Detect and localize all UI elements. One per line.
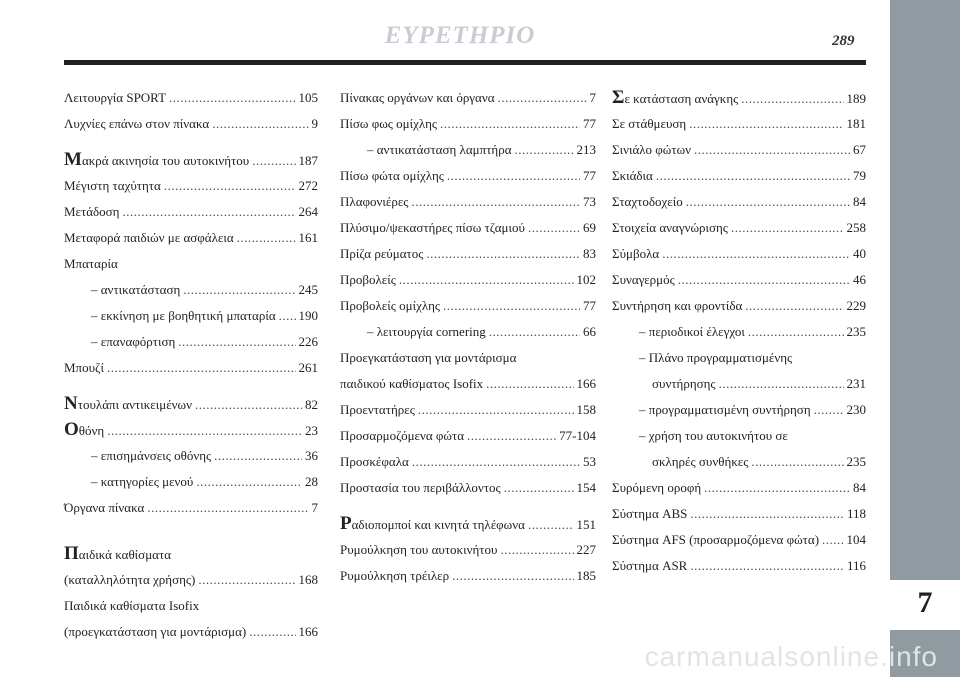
index-entry: Ρυμούλκηση του αυτοκινήτου ..... 227: [340, 540, 596, 560]
index-entry: Οθόνη ..... 23: [64, 420, 318, 440]
index-subentry: – επαναφόρτιση ..... 226: [64, 332, 318, 352]
index-subentry: – επισημάνσεις οθόνης ..... 36: [64, 446, 318, 466]
index-entry: Πρίζα ρεύματος ..... 83: [340, 244, 596, 264]
index-entry: Συναγερμός ..... 46: [612, 270, 866, 290]
index-entry: Μπαταρία: [64, 256, 118, 271]
index-entry: Όργανα πίνακα ..... 7: [64, 498, 318, 518]
index-entry: Πλύσιμο/ψεκαστήρες πίσω τζαμιού ..... 69: [340, 218, 596, 238]
index-subentry: – Πλάνο προγραμματισμένης: [639, 350, 793, 365]
index-entry: Πίσω φώτα ομίχλης ..... 77: [340, 166, 596, 186]
index-entry: Προσαρμοζόμενα φώτα ..... 77-104: [340, 426, 596, 446]
index-entry: Μακρά ακινησία του αυτοκινήτου ..... 187: [64, 150, 318, 170]
index-entry: Σύστημα ASR ..... 116: [612, 556, 866, 576]
index-entry: Προεγκατάσταση για μοντάρισμα: [340, 350, 517, 365]
index-entry: Συντήρηση και φροντίδα ..... 229: [612, 296, 866, 316]
chapter-box: [890, 580, 960, 630]
index-entry: Σε στάθμευση ..... 181: [612, 114, 866, 134]
index-entry: Προεντατήρες ..... 158: [340, 400, 596, 420]
index-entry: Σύμβολα ..... 40: [612, 244, 866, 264]
index-entry: Μετάδοση ..... 264: [64, 202, 318, 222]
index-entry: παιδικού καθίσματος Isofix ..... 166: [340, 374, 596, 394]
index-title: ΕΥΡΕΤΗΡΙΟ: [384, 22, 536, 49]
index-subentry: – χρήση του αυτοκινήτου σε: [639, 428, 788, 443]
index-entry: (προεγκατάσταση για μοντάρισμα) ..... 166: [64, 622, 318, 642]
index-entry: Πίνακας οργάνων και όργανα ..... 7: [340, 88, 596, 108]
index-entry: Ραδιοπομποί και κινητά τηλέφωνα ..... 151: [340, 514, 596, 534]
index-entry: (καταλληλότητα χρήσης) ..... 168: [64, 570, 318, 590]
index-entry: Ρυμούλκηση τρέιλερ ..... 185: [340, 566, 596, 586]
index-subentry: – λειτουργία cornering ..... 66: [340, 322, 596, 342]
index-entry: Προσκέφαλα ..... 53: [340, 452, 596, 472]
index-entry: Σε κατάσταση ανάγκης ..... 189: [612, 88, 866, 108]
index-subentry: – αντικατάσταση ..... 245: [64, 280, 318, 300]
index-entry: Παιδικά καθίσματα: [64, 543, 172, 564]
index-entry: Προβολείς ..... 102: [340, 270, 596, 290]
index-entry: Ντουλάπι αντικειμένων ..... 82: [64, 394, 318, 414]
index-entry: Προστασία του περιβάλλοντος ..... 154: [340, 478, 596, 498]
index-subentry: σκληρές συνθήκες ..... 235: [612, 452, 866, 472]
index-subentry: – κατηγορίες μενού ..... 28: [64, 472, 318, 492]
index-entry: Λυχνίες επάνω στον πίνακα ..... 9: [64, 114, 318, 134]
index-entry: Σινιάλο φώτων ..... 67: [612, 140, 866, 160]
index-entry: Συρόμενη οροφή ..... 84: [612, 478, 866, 498]
index-entry: Σύστημα AFS (προσαρμοζόμενα φώτα) ..... 104: [612, 530, 866, 550]
index-entry: Σκιάδια ..... 79: [612, 166, 866, 186]
index-entry: Μεταφορά παιδιών με ασφάλεια ..... 161: [64, 228, 318, 248]
index-entry: Πίσω φως ομίχλης ..... 77: [340, 114, 596, 134]
index-column-1: [64, 88, 318, 648]
header-rule: [64, 60, 866, 65]
index-subentry: – περιοδικοί έλεγχοι ..... 235: [612, 322, 866, 342]
index-column-3: [612, 88, 866, 582]
index-subentry: – εκκίνηση με βοηθητική μπαταρία ..... 190: [64, 306, 318, 326]
index-subentry: – προγραμματισμένη συντήρηση ..... 230: [612, 400, 866, 420]
chapter-number: 7: [917, 586, 933, 619]
watermark: carmanualsonline.info: [644, 641, 938, 672]
index-entry: Μπουζί ..... 261: [64, 358, 318, 378]
index-entry: Μέγιστη ταχύτητα ..... 272: [64, 176, 318, 196]
index-subentry: συντήρησης ..... 231: [612, 374, 866, 394]
index-entry: Λειτουργία SPORT ..... 105: [64, 88, 318, 108]
index-subentry: – αντικατάσταση λαμπτήρα ..... 213: [340, 140, 596, 160]
chapter-tab: [890, 0, 960, 677]
index-entry: Σταχτοδοχείο ..... 84: [612, 192, 866, 212]
index-column-2: [340, 88, 596, 592]
index-entry: Προβολείς ομίχλης ..... 77: [340, 296, 596, 316]
index-entry: Πλαφονιέρες ..... 73: [340, 192, 596, 212]
index-entry: Στοιχεία αναγνώρισης ..... 258: [612, 218, 866, 238]
index-entry: Παιδικά καθίσματα Isofix: [64, 598, 200, 613]
index-entry: Σύστημα ABS ..... 118: [612, 504, 866, 524]
page-number: 289: [832, 33, 855, 49]
